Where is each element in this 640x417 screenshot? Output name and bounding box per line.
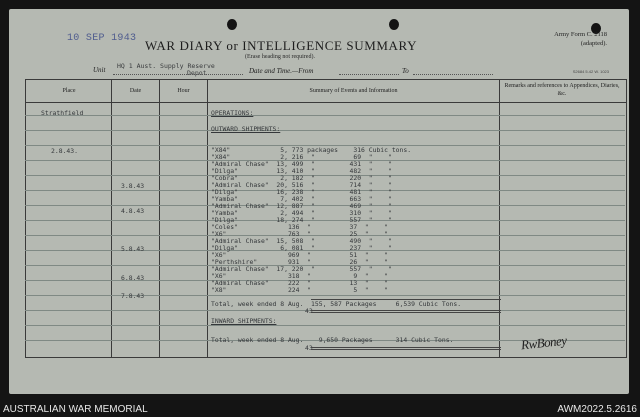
header-remarks: Remarks and references to Appendices, Diaries, &c. — [504, 83, 620, 97]
column-divider — [499, 79, 500, 357]
shipment-line: "Admiral Chase" 12, 887 " 469 " " — [211, 202, 392, 210]
shipment-line: "Yamba" 7, 402 " 663 " " — [211, 195, 392, 203]
unit-underline — [113, 74, 243, 75]
shipment-list — [211, 147, 411, 294]
shipment-line: "Admiral Chase" 222 " 13 " " — [211, 279, 388, 287]
header-summary: Summary of Events and Information — [309, 88, 398, 94]
unit-value-line2: Depot. — [187, 69, 211, 77]
shipment-line: "Dilga" 16, 238 " 481 " " — [211, 188, 392, 196]
shipment-line: "Coles" 136 " 37 " " — [211, 223, 388, 231]
punch-hole — [389, 19, 399, 30]
inward-total-year: 43. — [305, 344, 317, 352]
heading-inward-shipments: INWARD SHIPMENTS: — [211, 317, 277, 325]
shipment-line: "Dilga" 6, 081 " 237 " " — [211, 244, 392, 252]
to-underline — [413, 74, 493, 75]
unit-value-line1: HQ 1 Aust. Supply Reserve — [117, 62, 215, 70]
column-divider — [111, 79, 112, 357]
from-underline — [339, 74, 399, 75]
header-divider — [25, 102, 626, 103]
shipment-line: "Admiral Chase" 15, 508 " 490 " " — [211, 237, 392, 245]
shipment-line: "Admiral Chase" 20, 516 " 714 " " — [211, 181, 392, 189]
punch-hole — [227, 19, 237, 30]
army-form-label — [554, 30, 607, 48]
shipment-line: "X8" 224 " 5 " " — [211, 286, 388, 294]
to-label: To — [402, 67, 409, 75]
shipment-line: "X6" 969 " 51 " " — [211, 251, 388, 259]
date-entry: 5.8.43 — [121, 245, 145, 253]
shipment-line: "X84" 5, 773 packages 316 Cubic tons. — [211, 146, 412, 154]
footer-source: AUSTRALIAN WAR MEMORIAL — [3, 404, 148, 415]
date-entry: 7.8.43 — [121, 292, 145, 300]
shipment-line: "X6" 318 " 9 " " — [211, 272, 388, 280]
date-entry: 2.8.43. — [51, 147, 78, 155]
shipment-line: "Cobra" 2, 182 " 220 " " — [211, 174, 392, 182]
header-place: Place — [62, 88, 76, 94]
column-divider — [159, 79, 160, 357]
unit-label: Unit — [93, 66, 106, 74]
header-date: Date — [129, 88, 142, 94]
inward-total: Total, week ended 8 Aug. 9,650 Packages 314 Cubic Tons. — [211, 336, 454, 344]
shipment-line: "Admiral Chase" 17, 220 " 557 " " — [211, 265, 392, 273]
header-hour: Hour — [177, 88, 190, 94]
date-time-label: Date and Time.—From — [249, 67, 314, 75]
heading-operations: OPERATIONS: — [211, 109, 254, 117]
footer-accession-number: AWM2022.5.2616 — [557, 404, 637, 415]
print-reference: S2684 5.42 W. 1023 — [572, 69, 609, 74]
heading-outward-shipments: OUTWARD SHIPMENTS: — [211, 125, 281, 133]
date-entry: 4.8.43 — [121, 207, 145, 215]
total-double-rule — [311, 310, 501, 311]
inward-double-rule — [311, 347, 501, 348]
shipment-line: "X84" 2, 216 " 69 " " — [211, 153, 392, 161]
shipment-line: "Dilga" 18, 274 " 557 " " — [211, 216, 392, 224]
shipment-line: "Yamba" 2, 494 " 310 " " — [211, 209, 392, 217]
date-entry: 3.8.43 — [121, 182, 145, 190]
handwritten-signature: RwBoney — [520, 332, 568, 353]
outward-total-year: 43. — [305, 307, 317, 315]
diary-sheet — [9, 9, 629, 394]
shipment-line: "Perthshire" 931 " 26 " " — [211, 258, 388, 266]
received-date-stamp: 10 SEP 1943 — [67, 33, 137, 44]
form-title: WAR DIARY or INTELLIGENCE SUMMARY — [145, 38, 418, 53]
outward-total: Total, week ended 8 Aug. 155, 587 Packages 6,539 Cubic Tons. — [211, 300, 462, 308]
army-form-adapted: (adapted). — [580, 40, 607, 47]
form-subtitle: (Erase heading not required). — [245, 54, 315, 60]
army-form-number: Army Form C. 2118 — [554, 31, 607, 38]
shipment-line: "Admiral Chase" 13, 499 " 431 " " — [211, 160, 392, 168]
shipment-line: "Dilga" 13, 410 " 482 " " — [211, 167, 392, 175]
total-double-rule — [311, 312, 501, 313]
place-value: Strathfield — [41, 109, 84, 117]
date-entry: 6.8.43 — [121, 274, 145, 282]
column-divider — [207, 79, 208, 357]
inward-double-rule — [311, 349, 501, 350]
shipment-line: "X6" 763 " 25 " " — [211, 230, 388, 238]
